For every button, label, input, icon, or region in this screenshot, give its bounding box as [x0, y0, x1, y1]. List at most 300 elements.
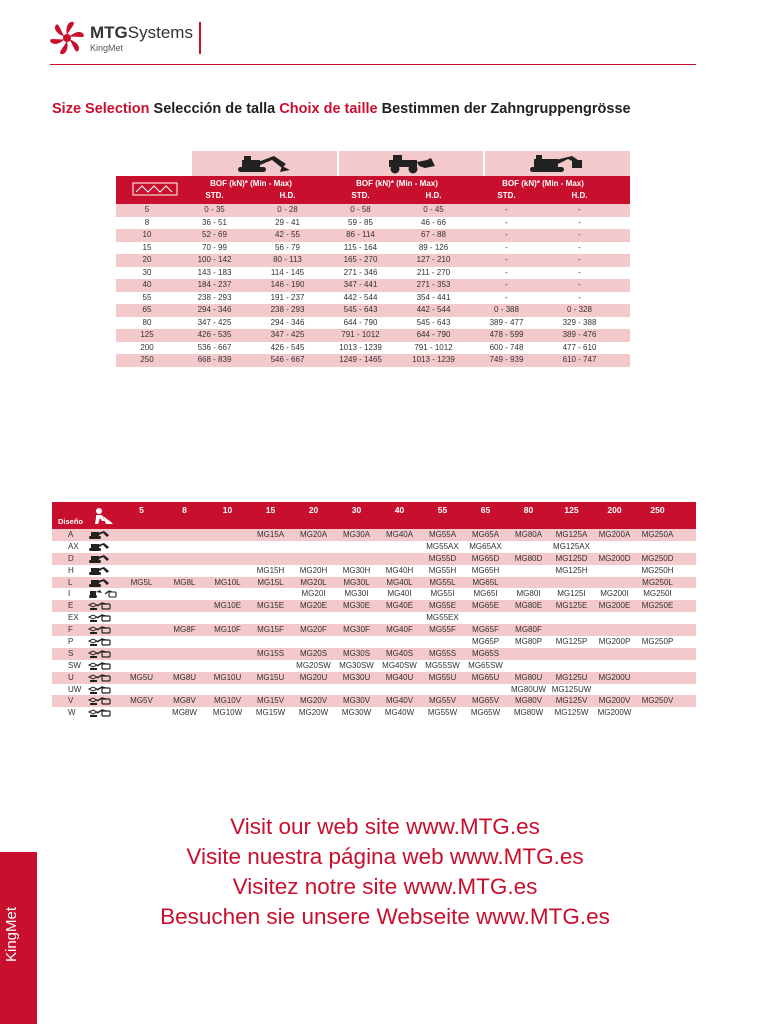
bof-value-cell: 1013 - 1239 — [339, 342, 382, 352]
model-cell: MG8V — [173, 696, 196, 706]
bof-row — [116, 204, 630, 217]
bof-value-cell: 329 - 388 — [562, 317, 597, 327]
model-cell: MG250E — [641, 601, 674, 611]
model-cell — [120, 553, 163, 565]
model-cell — [550, 660, 593, 672]
model-cell: MG15E — [256, 601, 285, 611]
model-cell — [636, 660, 679, 672]
model-cell — [120, 624, 163, 636]
tooth-size-icon — [132, 182, 178, 196]
model-cell — [206, 648, 249, 660]
model-cell: MG250P — [641, 637, 674, 647]
model-cell: MG20SW — [296, 660, 331, 670]
model-cell: MG40SW — [382, 660, 417, 670]
bof-value-cell: 477 - 610 — [562, 342, 597, 352]
model-cell: MG55V — [428, 696, 457, 706]
model-cell: MG20L — [300, 577, 327, 587]
size-cell: 125 — [140, 330, 154, 339]
bof-value-cell: 184 - 237 — [197, 280, 232, 289]
model-cell: MG80UW — [510, 684, 547, 694]
loader-small-icon — [88, 612, 120, 624]
bof-value-cell: 442 - 544 — [416, 305, 451, 314]
model-cell: MG10F — [214, 625, 241, 635]
bof-value-cell: 46 - 66 — [421, 217, 446, 227]
model-cell — [163, 612, 206, 624]
model-cell: MG55EX — [426, 613, 459, 623]
brand-name: MTGSystems — [90, 22, 193, 42]
model-cell: MG40W — [384, 708, 415, 718]
loader-small-icon — [88, 695, 120, 707]
design-code: D — [68, 553, 74, 563]
model-cell: MG80F — [515, 625, 542, 635]
model-cell — [120, 600, 163, 612]
bof-value-cell: - — [505, 205, 508, 214]
bof-row — [116, 304, 630, 317]
size-header: 250 — [650, 505, 665, 515]
loader-cell — [337, 151, 484, 176]
model-cell — [206, 660, 249, 672]
model-cell: MG80E — [514, 601, 543, 611]
model-cell: MG250I — [643, 589, 672, 599]
model-cell — [163, 529, 206, 541]
model-cell — [206, 612, 249, 624]
model-cell — [335, 636, 378, 648]
model-cell: MG125E — [555, 601, 588, 611]
loader-small-icon — [88, 636, 120, 648]
model-cell: MG40I — [387, 589, 412, 599]
model-cell: MG20V — [299, 696, 328, 706]
model-cell: MG15S — [256, 648, 285, 658]
combo-icon — [88, 588, 120, 600]
model-cell — [163, 660, 206, 672]
bof-value-cell: 67 - 88 — [421, 230, 446, 239]
size-header: 125 — [564, 505, 579, 515]
bof-value-cell: 146 - 190 — [270, 280, 305, 289]
bof-value-cell: 143 - 183 — [197, 267, 232, 277]
model-cell: MG20F — [300, 625, 327, 635]
bof-value-cell: 114 - 145 — [270, 267, 305, 277]
model-cell: MG8U — [172, 672, 197, 682]
model-cell — [206, 565, 249, 577]
bof-value-cell: - — [578, 267, 581, 277]
model-cell — [593, 624, 636, 636]
bof-value-cell: 347 - 425 — [270, 330, 305, 339]
model-cell: MG55U — [428, 672, 457, 682]
design-code: W — [68, 708, 76, 718]
bof-value-cell: - — [578, 255, 581, 264]
model-row — [52, 660, 696, 672]
bof-value-cell: 389 - 476 — [562, 330, 597, 339]
model-cell: MG30U — [342, 672, 371, 682]
model-cell: MG55AX — [426, 541, 459, 551]
size-header: 65 — [480, 505, 491, 515]
design-code: AX — [68, 541, 79, 551]
shovel-bof-group: BOF (kN)* (Min - Max) STD. H.D. — [497, 179, 588, 200]
size-cell: 250 — [140, 355, 154, 364]
size-cell: 200 — [140, 342, 154, 352]
visit-es: Visite nuestra página web www.MTG.es — [186, 844, 584, 869]
model-cell: MG125AX — [553, 541, 590, 551]
bof-value-cell: 354 - 441 — [416, 292, 451, 302]
model-row — [52, 577, 696, 589]
bof-row — [116, 254, 630, 267]
bof-row — [116, 267, 630, 280]
bof-value-cell: 52 - 69 — [202, 230, 227, 239]
model-cell: MG250A — [641, 530, 674, 539]
size-cell: 55 — [142, 292, 152, 302]
model-cell: MG65U — [471, 672, 500, 682]
bof-value-cell: 294 - 346 — [270, 317, 305, 327]
model-table — [52, 502, 696, 719]
model-cell: MG125H — [555, 565, 588, 575]
model-cell: MG30F — [343, 625, 370, 635]
model-cell: MG55F — [429, 625, 456, 635]
size-cell: 15 — [142, 242, 152, 252]
model-row — [52, 707, 696, 719]
model-cell: MG125P — [555, 637, 588, 647]
bof-value-cell: 0 - 328 — [567, 305, 592, 314]
model-cell: MG20U — [299, 672, 328, 682]
model-cell: MG8L — [173, 577, 196, 587]
brand-logo — [50, 20, 193, 56]
size-header: 200 — [607, 505, 622, 515]
design-code: SW — [68, 660, 81, 670]
loader-small-icon — [88, 707, 120, 719]
title-en: Size Selection — [52, 101, 150, 117]
machine-icons-row — [192, 151, 630, 176]
model-cell — [163, 600, 206, 612]
model-cell: MG15W — [255, 708, 286, 718]
model-table-header — [52, 502, 696, 529]
model-cell: MG10W — [212, 708, 243, 718]
bof-value-cell: 42 - 55 — [275, 230, 300, 239]
model-cell: MG10V — [213, 696, 242, 706]
model-cell — [249, 553, 292, 565]
bof-value-cell: 791 - 1012 — [414, 342, 453, 352]
loader-bof-group: BOF (kN)* (Min - Max) STD. H.D. — [351, 179, 442, 200]
size-header: 80 — [523, 505, 534, 515]
model-row — [52, 695, 696, 707]
model-cell — [120, 660, 163, 672]
model-cell — [249, 541, 292, 553]
loader-small-icon — [88, 672, 120, 684]
model-cell — [550, 577, 593, 589]
model-cell: MG80I — [516, 589, 541, 599]
model-cell — [163, 553, 206, 565]
model-cell: MG40F — [386, 625, 413, 635]
model-cell — [550, 624, 593, 636]
bof-value-cell: 271 - 346 — [343, 267, 378, 277]
worker-icon — [92, 507, 114, 525]
model-cell: MG200I — [600, 589, 629, 599]
bof-value-cell: 29 - 41 — [275, 217, 300, 227]
model-cell — [163, 541, 206, 553]
model-cell: MG65P — [471, 637, 500, 647]
bof-value-cell: 426 - 535 — [197, 330, 232, 339]
model-cell — [507, 541, 550, 553]
model-cell — [507, 565, 550, 577]
model-cell: MG15V — [256, 696, 285, 706]
model-cell: MG65W — [470, 708, 501, 718]
model-cell — [335, 541, 378, 553]
model-cell: MG65I — [473, 589, 498, 599]
bof-value-cell: 238 - 293 — [197, 292, 232, 302]
bof-value-cell: 165 - 270 — [343, 255, 378, 264]
model-cell — [636, 541, 679, 553]
bof-value-cell: 791 - 1012 — [341, 330, 380, 339]
bof-value-cell: 89 - 126 — [418, 242, 449, 252]
model-cell: MG40S — [385, 648, 414, 658]
model-cell: MG125U — [555, 672, 588, 682]
model-cell: MG40V — [385, 696, 414, 706]
model-cell: MG30L — [343, 577, 370, 587]
bof-value-cell: 238 - 293 — [270, 305, 305, 314]
model-cell — [206, 553, 249, 565]
model-row — [52, 636, 696, 648]
model-cell — [120, 648, 163, 660]
size-cell: 5 — [144, 205, 150, 214]
model-cell: MG65V — [471, 696, 500, 706]
model-cell — [335, 684, 378, 696]
model-cell: MG200U — [598, 672, 631, 682]
model-cell — [292, 684, 335, 696]
model-cell — [120, 588, 163, 600]
model-row — [52, 684, 696, 696]
design-code: I — [68, 589, 71, 599]
model-cell: MG250L — [642, 577, 673, 587]
bof-row — [116, 279, 630, 292]
loader-small-icon — [88, 648, 120, 660]
bof-value-cell: 536 - 667 — [197, 342, 232, 352]
model-cell — [636, 707, 679, 719]
design-code: U — [68, 672, 74, 682]
model-cell — [120, 612, 163, 624]
model-cell — [163, 648, 206, 660]
excavator-small-icon — [88, 529, 120, 541]
model-cell: MG80U — [514, 672, 543, 682]
visit-en: Visit our web site www.MTG.es — [230, 814, 540, 839]
model-cell: MG250H — [641, 565, 674, 575]
excavator-cell — [192, 151, 337, 176]
model-cell: MG80V — [514, 696, 543, 706]
model-cell: MG30S — [342, 648, 371, 658]
model-cell — [593, 684, 636, 696]
model-cell: MG65E — [471, 601, 500, 611]
bof-value-cell: 644 - 790 — [343, 317, 378, 327]
model-cell: MG80P — [514, 637, 543, 647]
model-cell — [163, 588, 206, 600]
header-divider — [50, 64, 696, 65]
model-cell: MG65A — [471, 530, 500, 539]
model-cell: MG65L — [472, 577, 499, 587]
model-cell: MG5V — [130, 696, 153, 706]
bof-value-cell: - — [505, 217, 508, 227]
model-cell — [421, 636, 464, 648]
size-header: 30 — [351, 505, 362, 515]
model-cell: MG55S — [428, 648, 457, 658]
size-cell: 8 — [144, 217, 150, 227]
bof-row — [116, 317, 630, 330]
model-cell — [206, 541, 249, 553]
size-header: 5 — [139, 505, 144, 515]
model-cell — [249, 684, 292, 696]
model-cell — [249, 636, 292, 648]
bof-value-cell: - — [578, 217, 581, 227]
model-cell — [335, 612, 378, 624]
loader-small-icon — [88, 684, 120, 696]
model-cell — [378, 612, 421, 624]
model-cell: MG250V — [641, 696, 674, 706]
size-header: 40 — [394, 505, 405, 515]
bof-value-cell: 347 - 441 — [343, 280, 378, 289]
bof-value-cell: 426 - 545 — [270, 342, 305, 352]
bof-value-cell: 610 - 747 — [562, 355, 597, 364]
side-tab-label: KingMet — [3, 906, 20, 962]
model-cell: MG55W — [427, 708, 458, 718]
bof-value-cell: - — [505, 230, 508, 239]
model-cell — [593, 660, 636, 672]
bof-value-cell: 478 - 599 — [489, 330, 524, 339]
bof-value-cell: 56 - 79 — [275, 242, 300, 252]
model-cell — [593, 541, 636, 553]
bof-value-cell: 347 - 425 — [197, 317, 232, 327]
design-code: H — [68, 565, 74, 575]
loader-small-icon — [88, 660, 120, 672]
model-row — [52, 529, 696, 541]
model-cell: MG10L — [214, 577, 241, 587]
model-cell: MG65AX — [469, 541, 502, 551]
model-cell — [163, 636, 206, 648]
model-cell: MG20E — [299, 601, 328, 611]
bof-value-cell: - — [505, 242, 508, 252]
bof-value-cell: 600 - 748 — [489, 342, 524, 352]
bof-table-body — [116, 204, 630, 367]
model-cell — [593, 565, 636, 577]
model-cell: MG80W — [513, 708, 544, 718]
bof-value-cell: 545 - 643 — [343, 305, 378, 314]
design-code: A — [68, 530, 74, 539]
model-cell — [120, 707, 163, 719]
design-code: P — [68, 637, 74, 647]
model-row — [52, 612, 696, 624]
bof-value-cell: - — [578, 205, 581, 214]
size-cell: 10 — [142, 230, 152, 239]
model-cell — [593, 648, 636, 660]
model-row — [52, 565, 696, 577]
model-cell: MG15H — [256, 565, 285, 575]
bof-row — [116, 292, 630, 305]
bof-value-cell: 0 - 35 — [204, 205, 225, 214]
model-cell — [636, 684, 679, 696]
bof-value-cell: - — [505, 292, 508, 302]
model-cell: MG125A — [555, 530, 588, 539]
size-header: 10 — [222, 505, 233, 515]
model-cell: MG200A — [598, 530, 631, 539]
model-cell: MG30A — [342, 530, 371, 539]
design-code: L — [68, 577, 73, 587]
excavator-small-icon — [88, 565, 120, 577]
loader-small-icon — [88, 600, 120, 612]
bof-value-cell: - — [505, 255, 508, 264]
model-cell — [507, 577, 550, 589]
bof-table-header — [116, 176, 630, 204]
model-cell: MG10U — [213, 672, 242, 682]
size-cell: 40 — [142, 280, 152, 289]
model-row — [52, 648, 696, 660]
model-cell — [507, 612, 550, 624]
bof-value-cell: 442 - 544 — [343, 292, 378, 302]
size-header: 20 — [308, 505, 319, 515]
mining-shovel-icon — [528, 154, 588, 174]
model-cell: MG20A — [299, 530, 328, 539]
model-cell: MG200D — [598, 553, 631, 563]
model-cell — [507, 660, 550, 672]
design-code: UW — [68, 684, 82, 694]
model-cell — [292, 636, 335, 648]
model-cell — [249, 660, 292, 672]
bof-value-cell: 100 - 142 — [197, 255, 232, 264]
model-cell: MG30V — [342, 696, 371, 706]
model-cell — [378, 684, 421, 696]
model-cell — [249, 612, 292, 624]
model-cell: MG80A — [514, 530, 543, 539]
bof-value-cell: 749 - 939 — [489, 355, 524, 364]
size-header: 55 — [437, 505, 448, 515]
bof-value-cell: 668 - 839 — [197, 355, 232, 364]
design-code: EX — [68, 613, 79, 623]
design-code: V — [68, 696, 74, 706]
bof-value-cell: 59 - 85 — [348, 217, 373, 227]
model-cell: MG20I — [301, 589, 326, 599]
bof-row — [116, 329, 630, 342]
model-cell: MG40A — [385, 530, 414, 539]
size-header: 8 — [182, 505, 187, 515]
model-cell — [507, 648, 550, 660]
model-cell — [550, 612, 593, 624]
model-cell — [163, 684, 206, 696]
bof-value-cell: 1249 - 1465 — [339, 355, 382, 364]
bof-value-cell: 546 - 667 — [270, 355, 305, 364]
model-cell: MG40L — [386, 577, 413, 587]
model-cell: MG8F — [173, 625, 196, 635]
bof-value-cell: 127 - 210 — [416, 255, 451, 264]
model-cell — [636, 624, 679, 636]
side-tab — [0, 852, 37, 1024]
model-cell: MG20W — [298, 708, 329, 718]
model-cell — [206, 636, 249, 648]
model-cell: MG40H — [385, 565, 414, 575]
bof-value-cell: 644 - 790 — [416, 330, 451, 339]
model-cell: MG200P — [598, 637, 631, 647]
bof-row — [116, 229, 630, 242]
model-cell: MG55A — [428, 530, 457, 539]
model-table-body — [52, 529, 696, 719]
model-cell — [120, 684, 163, 696]
bof-value-cell: 294 - 346 — [197, 305, 232, 314]
visit-fr: Visitez notre site www.MTG.es — [232, 874, 538, 899]
model-cell: MG15L — [257, 577, 284, 587]
bof-value-cell: - — [578, 280, 581, 289]
model-cell: MG10E — [213, 601, 242, 611]
model-cell — [120, 529, 163, 541]
model-cell: MG55H — [428, 565, 457, 575]
bof-value-cell: - — [578, 230, 581, 239]
excavator-small-icon — [88, 577, 120, 589]
model-cell — [550, 648, 593, 660]
excavator-bof-group: BOF (kN)* (Min - Max) STD. H.D. — [205, 179, 296, 200]
model-cell — [464, 612, 507, 624]
model-cell: MG125W — [554, 708, 589, 718]
